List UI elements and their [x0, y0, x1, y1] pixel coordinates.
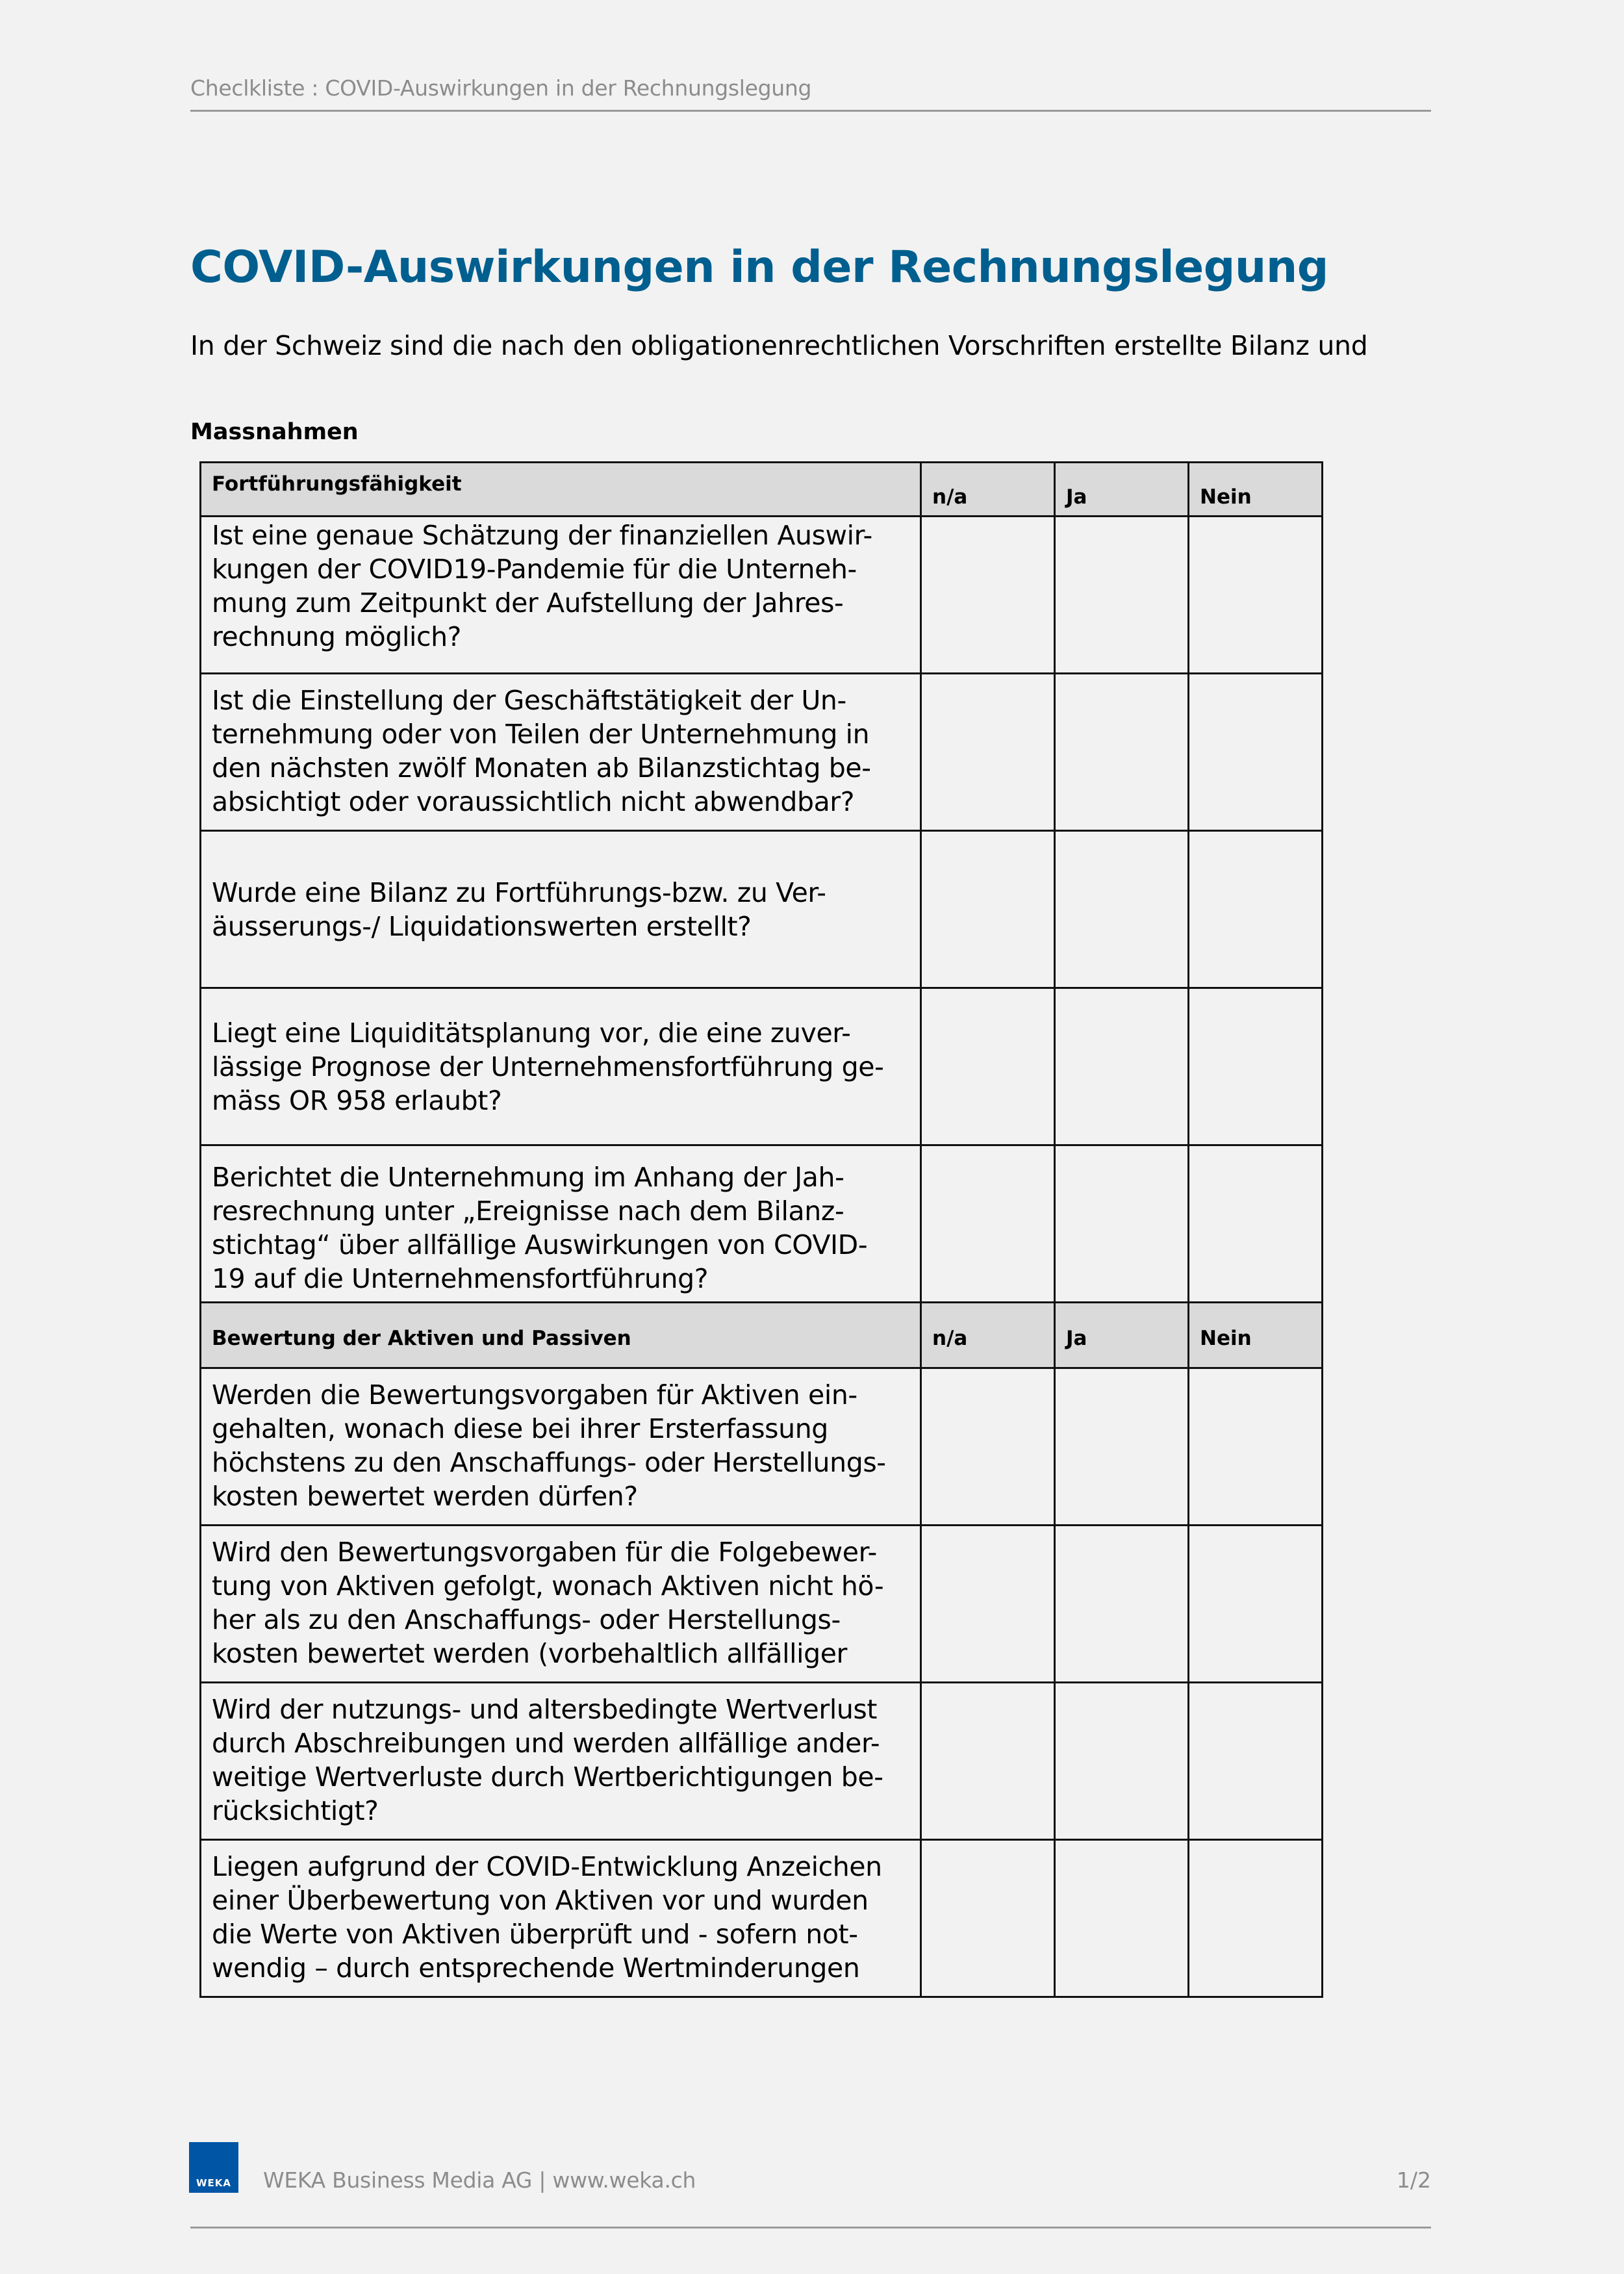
- footer-publisher: WEKA Business Media AG | www.weka.ch: [263, 2167, 696, 2193]
- answer-cell-ja[interactable]: [1055, 1840, 1189, 1997]
- weka-logo: [189, 2142, 238, 2193]
- header-divider: [190, 110, 1431, 112]
- column-header-ja: [1055, 463, 1189, 517]
- answer-cell-na[interactable]: [921, 1683, 1055, 1840]
- checklist-row: [201, 1368, 1323, 1526]
- section-heading: Bewertung der Aktiven und Passiven: [212, 1327, 631, 1350]
- answer-cell-ja[interactable]: [1055, 1683, 1189, 1840]
- question-text: [212, 1850, 911, 1985]
- checklist-row: [201, 1145, 1323, 1303]
- page-number: 1/2: [1396, 2167, 1431, 2193]
- answer-cell-na[interactable]: [921, 1526, 1055, 1683]
- answer-cell-nein[interactable]: [1189, 988, 1323, 1145]
- question-text: [212, 518, 911, 654]
- question-text: [212, 683, 911, 819]
- answer-cell-nein[interactable]: [1189, 831, 1323, 988]
- question-text: [212, 1535, 911, 1670]
- section-label-massnahmen: Massnahmen: [190, 419, 359, 445]
- footer-divider: [190, 2227, 1431, 2229]
- question-line: 19 auf die Unternehmensfortführung?: [212, 1263, 709, 1294]
- answer-cell-ja[interactable]: [1055, 1368, 1189, 1526]
- question-line: her als zu den Anschaffungs- oder Herstellungs-: [212, 1604, 841, 1635]
- intro-paragraph: In der Schweiz sind die nach den obligationenrechtlichen Vorschriften erstellte Bilanz und: [190, 330, 1368, 361]
- answer-cell-ja[interactable]: [1055, 988, 1189, 1145]
- checklist-table: [199, 461, 1323, 1998]
- question-line: ternehmung oder von Teilen der Unternehmung in: [212, 719, 870, 750]
- checklist-row: [201, 831, 1323, 988]
- section-heading-cell: [201, 463, 921, 517]
- question-line: rücksichtigt?: [212, 1795, 379, 1826]
- question-line: einer Überbewertung von Aktiven vor und wurden: [212, 1885, 869, 1916]
- question-line: wendig – durch entsprechende Wertminderungen: [212, 1952, 860, 1984]
- checklist-row: [201, 1526, 1323, 1683]
- question-line: mung zum Zeitpunkt der Aufstellung der Jahres-: [212, 587, 844, 619]
- column-label-ja: Ja: [1066, 485, 1087, 509]
- question-cell: [201, 988, 921, 1145]
- question-line: kosten bewertet werden (vorbehaltlich allfälliger: [212, 1638, 847, 1669]
- question-text: [212, 1378, 911, 1513]
- checklist-row: [201, 988, 1323, 1145]
- question-line: Ist eine genaue Schätzung der finanziellen Auswir-: [212, 520, 872, 551]
- answer-cell-na[interactable]: [921, 1368, 1055, 1526]
- question-line: absichtigt oder voraussichtlich nicht abwendbar?: [212, 786, 855, 817]
- question-line: Liegt eine Liquiditätsplanung vor, die eine zuver-: [212, 1017, 851, 1049]
- question-line: Wird den Bewertungsvorgaben für die Folgebewer-: [212, 1537, 877, 1568]
- question-line: kungen der COVID19-Pandemie für die Unterneh-: [212, 554, 857, 585]
- question-cell: [201, 1683, 921, 1840]
- answer-cell-nein[interactable]: [1189, 517, 1323, 674]
- answer-cell-nein[interactable]: [1189, 1145, 1323, 1303]
- section-heading: Fortführungsfähigkeit: [212, 472, 462, 496]
- section-header-row: [201, 463, 1323, 517]
- answer-cell-ja[interactable]: [1055, 674, 1189, 831]
- question-line: äusserungs-/ Liquidationswerten erstellt?: [212, 911, 752, 942]
- answer-cell-nein[interactable]: [1189, 1683, 1323, 1840]
- question-line: den nächsten zwölf Monaten ab Bilanzstichtag be-: [212, 752, 871, 784]
- column-label-na: n/a: [932, 485, 968, 509]
- question-line: Wurde eine Bilanz zu Fortführungs-bzw. zu Ver-: [212, 877, 826, 908]
- question-line: Wird der nutzungs- und altersbedingte Wertverlust: [212, 1694, 878, 1725]
- question-cell: [201, 1840, 921, 1997]
- answer-cell-na[interactable]: [921, 1840, 1055, 1997]
- question-line: rechnung möglich?: [212, 621, 462, 652]
- question-line: mäss OR 958 erlaubt?: [212, 1085, 502, 1116]
- question-cell: [201, 674, 921, 831]
- question-line: Ist die Einstellung der Geschäftstätigkeit der Un-: [212, 685, 846, 716]
- answer-cell-nein[interactable]: [1189, 1526, 1323, 1683]
- answer-cell-nein[interactable]: [1189, 674, 1323, 831]
- answer-cell-nein[interactable]: [1189, 1840, 1323, 1997]
- question-cell: [201, 1145, 921, 1303]
- checklist-row: [201, 1683, 1323, 1840]
- question-line: Berichtet die Unternehmung im Anhang der Jah-: [212, 1162, 844, 1193]
- question-line: Werden die Bewertungsvorgaben für Aktiven ein-: [212, 1379, 857, 1411]
- column-label-nein: Nein: [1200, 1327, 1252, 1350]
- column-header-na: [921, 1303, 1055, 1368]
- column-header-nein: [1189, 1303, 1323, 1368]
- answer-cell-na[interactable]: [921, 517, 1055, 674]
- answer-cell-na[interactable]: [921, 831, 1055, 988]
- column-label-na: n/a: [932, 1327, 968, 1350]
- weka-logo-text: WEKA: [196, 2177, 232, 2189]
- column-header-nein: [1189, 463, 1323, 517]
- column-header-ja: [1055, 1303, 1189, 1368]
- question-text: [212, 1160, 911, 1296]
- column-header-na: [921, 463, 1055, 517]
- question-text: [212, 1693, 911, 1828]
- question-cell: [201, 1368, 921, 1526]
- answer-cell-nein[interactable]: [1189, 1368, 1323, 1526]
- answer-cell-ja[interactable]: [1055, 831, 1189, 988]
- answer-cell-na[interactable]: [921, 988, 1055, 1145]
- answer-cell-ja[interactable]: [1055, 1526, 1189, 1683]
- section-heading-cell: [201, 1303, 921, 1368]
- question-line: resrechnung unter „Ereignisse nach dem Bilanz-: [212, 1195, 844, 1227]
- checklist-row: [201, 517, 1323, 674]
- question-cell: [201, 831, 921, 988]
- answer-cell-na[interactable]: [921, 1145, 1055, 1303]
- checklist-row: [201, 1840, 1323, 1997]
- question-line: gehalten, wonach diese bei ihrer Ersterfassung: [212, 1413, 828, 1444]
- section-header-row: [201, 1303, 1323, 1368]
- question-text: [212, 876, 911, 943]
- question-cell: [201, 517, 921, 674]
- question-line: Liegen aufgrund der COVID-Entwicklung Anzeichen: [212, 1851, 882, 1882]
- question-line: stichtag“ über allfällige Auswirkungen von COVID-: [212, 1229, 868, 1260]
- answer-cell-ja[interactable]: [1055, 1145, 1189, 1303]
- question-line: tung von Aktiven gefolgt, wonach Aktiven nicht hö-: [212, 1570, 884, 1602]
- question-line: weitige Wertverluste durch Wertberichtigungen be-: [212, 1761, 883, 1793]
- answer-cell-na[interactable]: [921, 674, 1055, 831]
- column-label-nein: Nein: [1200, 485, 1252, 509]
- checklist-row: [201, 674, 1323, 831]
- question-line: durch Abschreibungen und werden allfällige ander-: [212, 1728, 880, 1759]
- column-label-ja: Ja: [1066, 1327, 1087, 1350]
- answer-cell-ja[interactable]: [1055, 517, 1189, 674]
- question-line: lässige Prognose der Unternehmensfortführung ge-: [212, 1051, 884, 1082]
- question-line: die Werte von Aktiven überprüft und - sofern not-: [212, 1919, 858, 1950]
- question-line: höchstens zu den Anschaffungs- oder Herstellungs-: [212, 1447, 886, 1478]
- page-title: COVID-Auswirkungen in der Rechnungslegung: [190, 242, 1328, 293]
- running-header: Checlkliste : COVID-Auswirkungen in der Rechnungslegung: [190, 75, 812, 101]
- question-cell: [201, 1526, 921, 1683]
- question-text: [212, 1016, 911, 1118]
- question-line: kosten bewertet werden dürfen?: [212, 1481, 638, 1512]
